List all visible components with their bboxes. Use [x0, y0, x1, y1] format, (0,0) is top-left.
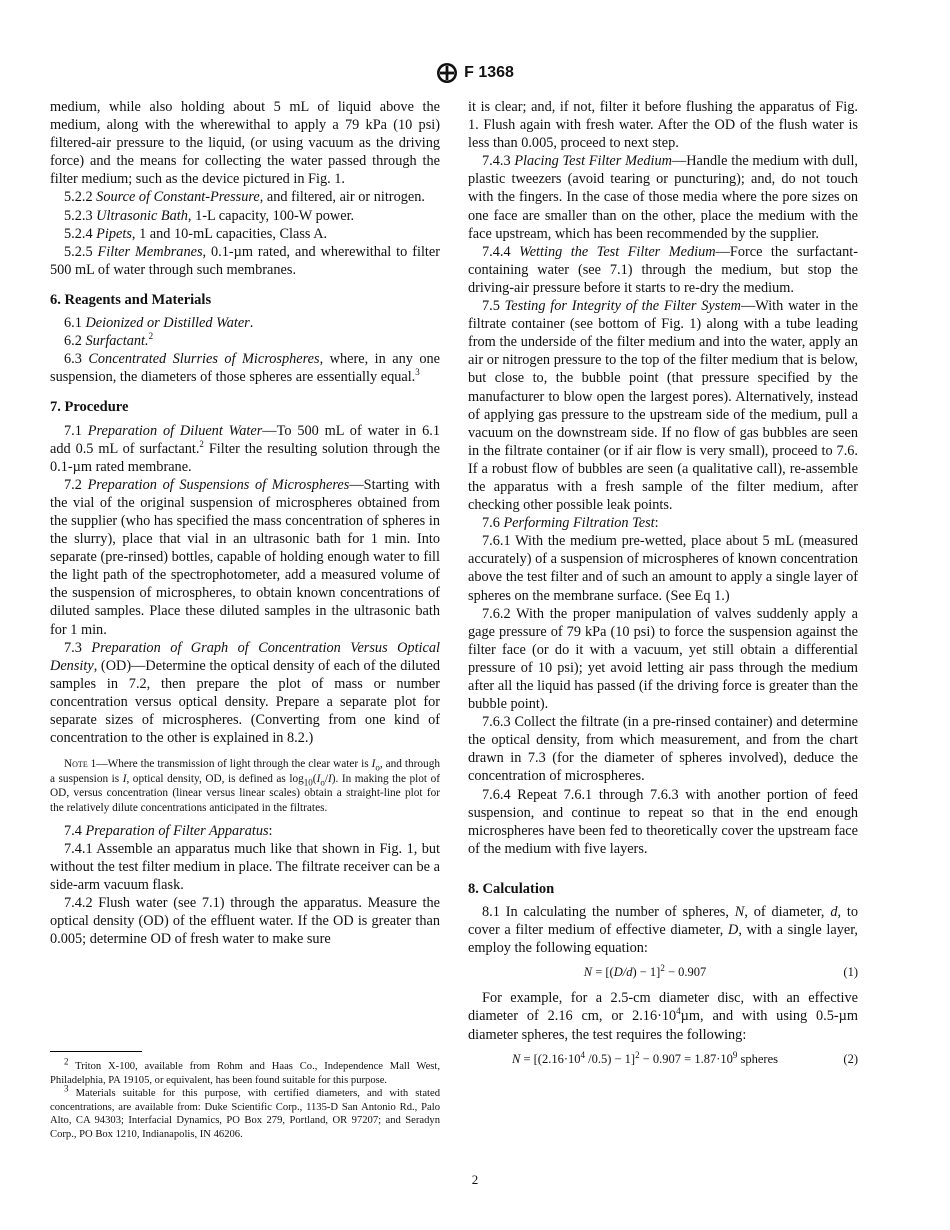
section-7-3: 7.3 Preparation of Graph of Concentration Versus Optical Density, (OD)—Determine the optical density of each of the diluted samples in 7.2, then prepare the plot of mass or number concentration versus optical density. Prepare a separate plot for separate sizes of microspheres. (Converting from one kind of concentration to the other is explained in 8.2.): [50, 639, 440, 747]
section-6-3: 6.3 Concentrated Slurries of Microspheres, where, in any one suspension, the diameters of those spheres are essentially equal.$^3$: [50, 351, 440, 386]
page-header: [0, 62, 950, 84]
note-1: Note 1—Where the transmission of light through the clear water is $I_o$, and through a suspension is I, optical density, OD, is defined as $\log_{10}(I_o/I)$. In making the plot of OD, versus concentration (linear versus linear scales) obtain a straight-line plot for the relatively dilute concentrations anticipated in the filtrates.: [50, 758, 440, 814]
heading-calculation: 8. Calculation: [468, 880, 555, 897]
left-column: [50, 98, 440, 948]
equation-number: (2): [843, 1051, 858, 1066]
paragraph: it is clear; and, if not, filter it before flushing the apparatus of Fig. 1. Flush again with fresh water. After the OD of the flush water is less than 0.005, proceed to next step.: [468, 99, 858, 152]
section-7-1: 7.1 Preparation of Diluent Water—To 500 mL of water in 6.1 add 0.5 mL of surfactant.$^2$ Filter the resulting solution through the 0.1-µm rated membrane.: [50, 422, 441, 475]
standard-code: F 1368: [464, 64, 514, 81]
section-5-2-3: 5.2.3 Ultrasonic Bath, 1-L capacity, 100-W power.: [64, 207, 355, 224]
section-7-5: 7.5 Testing for Integrity of the Filter System—With water in the filtrate container (see bottom of Fig. 1) along with a tube leading from the underside of the filter medium and into the water, apply an air or nitrogen pressure to the top of the filter medium that is below, but close to, the bubble point (that pressure specified by the manufacturer to blow open the largest pores). Alternatively, instead of applying gas pressure to the upstream side of the medium, pull a vacuum on the downstream side. If no flow of gas bubbles are seen in the filtrate container (or if air flow is very small), proceed to 7.6. If a robust flow of bubbles are seen (a qualitative call), re-assemble the apparatus with a fresh sample of the filter medium, after checking other possible leak points.: [468, 298, 859, 514]
section-6-1: 6.1 Deionized or Distilled Water.: [64, 315, 254, 332]
section-7-6-2: 7.6.2 With the proper manipulation of valves suddenly apply a gage pressure of 79 kPa (10 psi) to force the suspension against the filter face (or do it with a vacuum, yet still obtain a differential pressure of 10 psi); yet avoid letting air pass through the medium after all the liquid has passed (if the driving force is greater than the bubble point).: [468, 605, 858, 713]
section-5-2-4: 5.2.4 Pipets, 1 and 10-mL capacities, Class A.: [64, 225, 328, 242]
right-column: [468, 98, 858, 1076]
section-7-4-2: 7.4.2 Flush water (see 7.1) through the apparatus. Measure the optical density (OD) of the effluent water. If the OD is greater than 0.005; determine OD of fresh water to make sure: [50, 894, 440, 948]
section-7-6-4: 7.6.4 Repeat 7.6.1 through 7.6.3 with another portion of feed suspension, and continue to repeat so that in the end enough microspheres have been fed to theoretically cover the upstream face of the medium with five layers.: [468, 786, 858, 857]
section-7-6-1: 7.6.1 With the medium pre-wetted, place about 5 mL (measured accurately) of a suspension of microspheres of known concentration above the test filter and of such an amount to apply a single layer of spheres on the membrane surface. (See Eq 1.): [468, 533, 858, 604]
section-7-4-3: 7.4.3 Placing Test Filter Medium—Handle the medium with dull, plastic tweezers (avoid tearing or puncturing); and, do not touch with the fingers. In the case of those media where the pore sizes on one face are smaller than on the other, place the medium with the face upstream, which has been recommended by the supplier.: [468, 153, 858, 242]
footnote-3: $^3$ Materials suitable for this purpose, with certified diameters, and with stated concentrations, are available from: Duke Scientific Corp., 1135-D San Antonio Rd., Palo Alto, CA 94303; Interfacial Dynamics, PO Box 279, Portland, OR 97207; and Seradyn Corp., PO Box 1210, Indianapolis, IN 46206.: [50, 1083, 440, 1140]
footnote-2: $^2$ Triton X-100, available from Rohm and Haas Co., Independence Mall West, Philadelphia, PA 19105, or equivalent, has been found suitable for this purpose.: [50, 1056, 440, 1086]
section-5-2-2: 5.2.2 Source of Constant-Pressure, and filtered, air or nitrogen.: [64, 189, 425, 206]
section-7-6-3: 7.6.3 Collect the filtrate (in a pre-rinsed container) and determine the optical density, from which measurement, and from the chart drawn in 7.3 (for the diameter of spheres involved), deduce the concentration of microspheres.: [468, 714, 858, 785]
page-number: 2: [471, 1172, 479, 1187]
footnotes: [50, 1056, 440, 1142]
section-7-2: 7.2 Preparation of Suspensions of Microspheres—Starting with the vial of the original suspension of microspheres obtained from the supplier (who has specified the mass concentration of spheres in the slurry), place that vial in an ultrasonic bath for 1 min. Into separate (pre-rinsed) bottles, capable of holding enough water to fill the light path of the spectrophotometer, add a measured volume of the suspension of microspheres, to obtain known concentrations of diluted samples. Place these diluted samples in the ultrasonic bath for 1 min.: [50, 476, 441, 638]
section-8-1: 8.1 In calculating the number of spheres, N, of diameter, d, to cover a filter medium of effective diameter, D, with a single layer, employ the following equation:: [468, 904, 858, 957]
section-7-4: 7.4 Preparation of Filter Apparatus:: [64, 822, 273, 839]
heading-reagents: 6. Reagents and Materials: [50, 291, 212, 308]
example-paragraph: For example, for a 2.5-cm diameter disc, with an effective diameter of 2.16 cm, or $2.16\cdot 10^4\mu m$, and with using 0.5-µm diameter spheres, the test requires the following:: [468, 990, 858, 1043]
heading-procedure: 7. Procedure: [50, 399, 129, 416]
section-6-2: 6.2 Surfactant.$^2$: [64, 331, 154, 350]
equation-2: $N = [(2.16\cdot 10^4$ $/0.5) - 1]^2 - 0.907 = 1.87\cdot 10^9$ spheres (2): [468, 1050, 858, 1068]
footnote-divider: [50, 1051, 142, 1052]
astm-logo-icon: [436, 62, 458, 84]
equation-number: (1): [843, 965, 858, 980]
paragraph: medium, while also holding about 5 mL of liquid above the medium, along with the wherewithal to apply a 79 kPa (10 psi) filtered-air pressure to the liquid, (or using vacuum as the driving force) and the means for collecting the water passed through the filter medium; such as the device pictured in Fig. 1.: [50, 99, 440, 188]
equation-1: $N = [(D/d) - 1]^2 - 0.907$ (1): [468, 963, 858, 981]
section-7-6: 7.6 Performing Filtration Test:: [482, 515, 659, 532]
section-7-4-1: 7.4.1 Assemble an apparatus much like that shown in Fig. 1, but without the test filter medium in place. The filtrate receiver can be a side-arm vacuum flask.: [50, 840, 440, 893]
section-5-2-5: 5.2.5 Filter Membranes, 0.1-µm rated, and wherewithal to filter 500 mL of water through such membranes.: [50, 243, 440, 278]
section-7-4-4: 7.4.4 Wetting the Test Filter Medium—Force the surfactant-containing water (see 7.1) through the medium, but stop the driving-air pressure before it starts to re-dry the medium.: [468, 243, 859, 296]
